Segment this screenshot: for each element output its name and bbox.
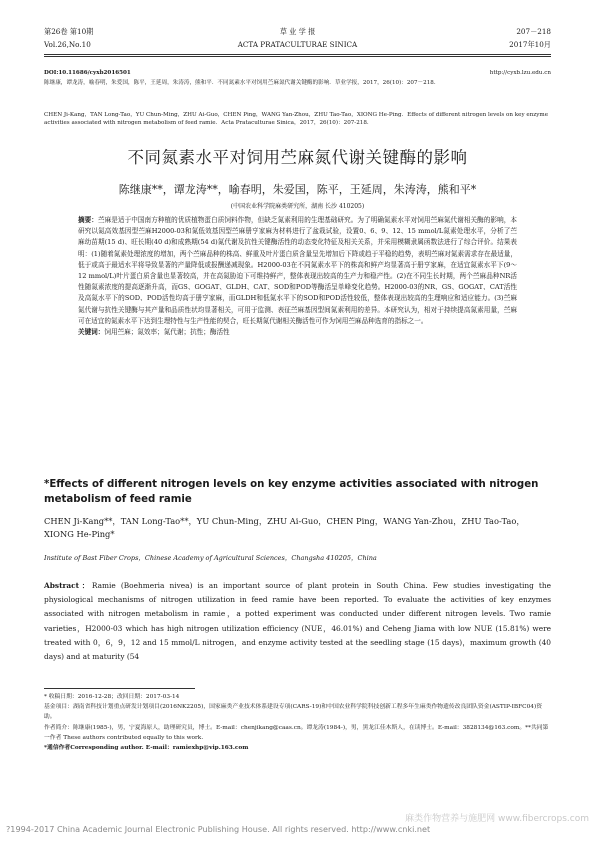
doi: DOI:10.11686/cyxb2016501	[44, 70, 131, 76]
page-range: 207－218	[516, 27, 551, 36]
affiliation-en: Institute of Bast Fiber Crops，Chinese Academy of Agricultural Sciences，Changsha 410205，China	[44, 554, 377, 562]
citation-en: CHEN Ji-Kang，TAN Long-Tao，YU Chun-Ming，ZHU Ai-Guo，CHEN Ping，WANG Yan-Zhou，ZHU Tao-Tao，XIONG He-Ping．Effects of different nitrogen levels on key enzyme activities associated with nitrogen metabolism of feed ramie．Acta Prataculturae Sinica，2017，26(10)：207-218.	[44, 112, 549, 127]
journal-cn: 草 业 学 报	[279, 27, 316, 36]
header-rule	[44, 54, 551, 55]
authors-en: CHEN Ji-Kang**，TAN Long-Tao**，YU Chun-Ming，ZHU Ai-Guo，CHEN Ping，WANG Yan-Zhou，ZHU Tao-Tao，XIONG He-Ping*	[44, 516, 525, 539]
footnote-received: * 收稿日期：2016-12-28；改回日期：2017-03-14	[44, 694, 180, 700]
keywords-cn-text: 饲用苎麻；氮效率；氮代谢；抗性；酶活性	[104, 328, 230, 337]
abstract-cn-label: 摘要：	[78, 216, 98, 224]
abstract-cn	[78, 215, 517, 338]
journal-url: http://cyxb.lzu.edu.cn	[489, 70, 551, 76]
citation-cn: 陈继康，谭龙涛，喻春明，朱爱国，陈平，王延周，朱涛涛，熊和平．不同氮素水平对饲用苎麻氮代谢关键酶的影响．草业学报，2017，26(10)：207－218.	[44, 80, 436, 86]
title-cn: 不同氮素水平对饲用苎麻氮代谢关键酶的影响	[127, 148, 468, 167]
abstract-cn-text: 苎麻是适于中国南方种植的优质植物蛋白质饲料作物，但缺乏氮素利用的生理基础研究。为了明确氮素水平对饲用苎麻氮代谢相关酶的影响，本研究以氮高效基因型苎麻H2000-03和氮低效基因型苎麻册亨家麻为材料进行了盆栽试验，设置0、6、9、12、15 mmol/L氮素处理水平，分析了苎麻幼苗期(15 d)、旺长期(40 d)和成熟期(54 d)氮代谢及抗性关键酶活性的动态变化特征及相关关系，并采用模糊隶属函数法进行了综合评价。结果表明：(1)随着氮素处理浓度的增加，两个苎麻品种的株高、鲜重及叶片蛋白质含量呈先增加后下降或趋于平稳的趋势，表明苎麻对氮素需求存在最适量，低于或高于最适水平将导致显著的产量降低或报酬递减现象。H2000-03在不同氮素水平下的株高和鲜产均显著高于册亨家麻，在适宜氮素水平下(9～12 mmol/L)叶片蛋白质含量也显著较高，并在高氮胁迫下可维持鲜产，整体表现出较高的生产力和稳产性。(2)在不同生长时期，两个苎麻品种NR活性随氮素浓度的提高逐渐升高，而GS、GOGAT、GLDH、CAT、SOD和POD等酶活呈单峰变化趋势。H2000-03的NR、GS、GOGAT、CAT活性及高氮水平下的SOD、POD活性均高于册亨家麻，而GLDH和低氮水平下的SOD和POD活性较低，整体表现出较高的生理响应和适应能力。(3)苎麻氮代谢与抗性关键酶与其产量和品质性状均显著相关，可用于监测、表征苎麻基因型间氮素利用的差异。本研究认为，相对于持续提高氮素用量，苎麻可在适宜的氮素水平下达到生理特性与生产性能的契合，旺长期氮代谢相关酶活性可作为饲用苎麻品种选育的指标之一。	[78, 216, 518, 325]
footnote-author: 作者简介：陈继康(1985-)，男，宁夏海原人，助理研究员，博士。E-mail：chenjikang@caas.cn。谭龙涛(1984-)，男，黑龙江佳木斯人，在读博士。E-mail：3828134@163.com。**共同第一作者 These authors contributed equally to this work.	[44, 724, 549, 741]
footnote-rule	[44, 688, 195, 689]
footnote-funding: 基金项目：湖南省科技计划重点研发计划项目(2016NK2205)，国家麻类产业技术体系建设专项(CARS-19)和中国农业科学院科技创新工程多年生麻类作物遗传改良团队资金(ASTIP-IBFC04)资助。	[44, 704, 543, 721]
copyright-footer: ?1994-2017 China Academic Journal Electronic Publishing House. All rights reserved. http://www.cnki.net	[6, 824, 431, 834]
abstract-en-label: Abstract：	[44, 581, 92, 590]
header-rule-thin	[44, 56, 551, 57]
volume-en: Vol.26,No.10	[44, 40, 91, 49]
title-en: *Effects of different nitrogen levels on key enzyme activities associated with nitrogen metabolism of feed ramie	[44, 479, 539, 505]
footnotes	[44, 692, 551, 753]
site-watermark: 麻类作物营养与施肥网 www.fibercrops.com	[405, 814, 589, 824]
footnote-corresponding: *通信作者Corresponding author. E-mail：ramiexhp@vip.163.com	[44, 745, 249, 752]
keywords-cn-label: 关键词：	[78, 328, 105, 337]
issue-date: 2017年10月	[509, 40, 551, 49]
abstract-en	[44, 579, 551, 664]
journal-en: ACTA PRATACULTURAE SINICA	[237, 40, 358, 49]
volume-cn: 第26卷 第10期	[44, 27, 94, 36]
affiliation-cn: (中国农业科学院麻类研究所，湖南 长沙 410205)	[230, 203, 365, 210]
authors-cn: 陈继康**，谭龙涛**，喻春明，朱爱国，陈平，王延周，朱涛涛，熊和平*	[118, 183, 477, 196]
abstract-en-text: Ramie (Boehmeria nivea) is an important source of plant protein in South China. Few studies investigating the physiological mechanisms of nitrogen utilization in feed ramie have been reported. To evaluate the activities of key enzymes associated with nitrogen metabolism in ramie，a potted experiment was conducted under different nitrogen levels. Two ramie varieties，H2000-03 which has high nitrogen utilization efficiency (NUE，46.01%) and Ceheng Jiama with low NUE (15.81%) were treated with 0，6，9，12 and 15 mmol/L nitrogen，and enzyme activity tested at the seedling stage (15 days)，maximum growth (40 days) and at maturity (54	[44, 581, 552, 662]
